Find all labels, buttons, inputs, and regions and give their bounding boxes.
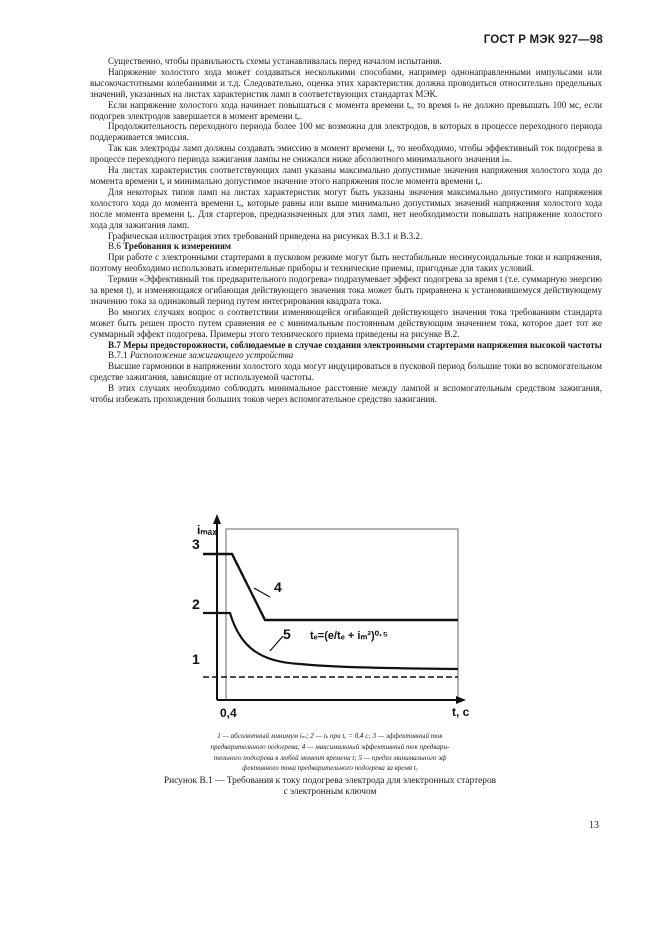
page-body [90,56,602,405]
curve-label-5: 5 [283,626,291,642]
x-tick-label: 0,4 [220,706,237,720]
paragraph: Термин «Эффективный ток предварительного подогрева» подразумевает эффект подогрева за время t (т.е. суммарную энергию за время t), и изменяющаяся огибающая действующего значения тока может быть приравнена к установившемуся действующему значению тока за одинаковый период путем интегрирования квадрата тока. [90,274,602,306]
label-5-leader [270,636,283,651]
legend-line: тельного подогрева в любой момент времени t; 5 — предел минимального эф [213,753,447,762]
curve-label-3: 3 [192,536,200,552]
legend-line: 1 — абсолютный минимум iₘ; 2 — iₖ при tₑ = 0,4 с; 3 — эффективный ток [217,732,443,740]
section-b71-heading [90,350,602,361]
section-number: В.7.1 [108,350,128,361]
paragraph: Существенно, чтобы правильность схемы устанавливалась перед началом испытания. [108,56,442,66]
paragraph: Для некоторых типов ламп на листах характеристик могут быть указаны значения максимально допустимого напряжения холостого хода до момента времени tₑ, которые равны или выше минимально допустимых значений напряжения холостого хода после момента времени tₑ. Для стартеров, предназначенных для этих ламп, нет необходимости повышать напряжение холостого хода для зажигания ламп. [90,186,602,230]
plot-frame [226,529,458,700]
page-number: 13 [589,820,599,831]
paragraph: Напряжение холостого хода может создаваться несколькими способами, например однонаправленными импульсами или высокочастотными колебаниями и т.д. Следовательно, оценка этих характеристик должна проводиться относительно предельных значений, указанных на листах характеристик ламп в соответствующих стандартах МЭК. [90,66,602,99]
paragraph: Высшие гармоники в напряжении холостого хода могут индуцироваться в пусковой период большие токи во вспомогательном средстве зажигания, зависящие от используемой частоты. [90,361,602,383]
paragraph: Если напряжение холостого хода начинает повышаться с момента времени tₑ, то время tₛ не должно превышать 100 мс, если подогрев электродов завершается в момент времени tₑ. [90,99,602,121]
y-axis-label: iₘₐₓ [197,523,217,537]
paragraph: При работе с электронными стартерами в пусковом режиме могут быть нестабильные несинусоидальные токи и напряжения, поэтому необходимо использовать измерительные приборы и технические приемы, пригодные для таких условий. [90,252,602,274]
legend-line: предварительного подогрева; 4 — максимальный эффективный ток предвари- [210,742,450,751]
curve-label-2: 2 [192,596,200,612]
section-b7-heading: В.7 Меры предосторожности, соблюдаемые в случае создания электронными стартерами напряжения высокой частоты [108,339,602,350]
figure-b1-graph [170,512,490,727]
figure-caption [100,776,560,798]
document-id-header: ГОСТ Р МЭК 927—98 [483,34,603,46]
paragraph: Во многих случаях вопрос о соответствии изменяющейся огибающей действующего значения тока требованиям стандарта может быть решен просто путем сравнения ее с минимальным постоянным действующим значением тока, которое дает тот же суммарный эффект подогрева. Примеры этого технического приема приведены на рисунке В.2. [90,306,602,339]
paragraph: Так как электроды ламп должны создавать эмиссию в момент времени tₑ, то необходимо, чтобы эффективный ток подогрева в процессе переходного периода зажигания лампы не снижался ниже абсолютного минимального значения iₘ. [90,143,602,165]
curve-3-4 [203,554,458,620]
section-title: Расположение зажигающего устройства [130,350,294,361]
formula-label: tₑ=(e/tₑ + iₘ²)⁰·⁵ [310,630,388,642]
caption-line: Рисунок В.1 — Требования к току подогрева электрода для электронных стартеров [163,776,497,786]
label-4-leader [254,588,270,597]
paragraph: В этих случаях необходимо соблюдать минимальное расстояние между лампой и вспомогательным средством зажигания, чтобы избежать прохождения больших токов через вспомогательное средство зажигания. [90,383,602,405]
paragraph: Продолжительность переходного периода более 100 мс возможна для электродов, в которых в процессе переходного периода поддерживается эмиссия. [90,121,602,143]
legend-line: фективного тока предварительного подогрева за время tₑ [242,764,418,773]
curve-label-1: 1 [192,651,200,667]
section-number: В.6 [108,241,121,252]
caption-line: с электронным ключом [283,787,377,797]
x-axis-arrow [456,696,466,704]
figure-legend [150,731,510,774]
section-title: Требования к измерениям [123,241,232,252]
curve-label-4: 4 [274,579,282,595]
section-b6-heading [90,241,602,252]
paragraph: Графическая иллюстрация этих требований приведена на рисунках В.3.1 и В.3.2. [108,230,423,241]
paragraph: На листах характеристик соответствующих ламп указаны максимально допустимые значения напряжения холостого хода до момента времени tₑ и минимально допустимое значение этого напряжения после момента времени tₑ. [90,165,602,186]
x-axis-label: t, c [452,705,470,719]
